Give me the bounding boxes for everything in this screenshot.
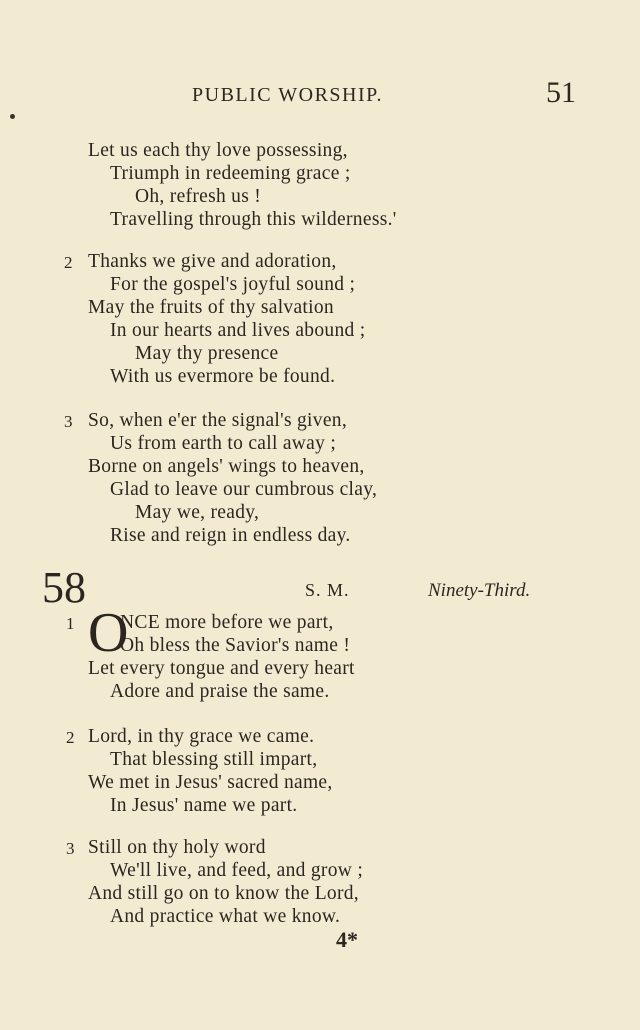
verse-line: May we, ready, xyxy=(135,502,260,523)
verse-line: Let us each thy love possessing, xyxy=(88,140,348,161)
stanza-number: 3 xyxy=(64,412,73,431)
verse-line: We met in Jesus' sacred name, xyxy=(88,772,333,793)
verse-line: Glad to leave our cumbrous clay, xyxy=(110,479,378,500)
verse-line: May thy presence xyxy=(135,343,279,364)
verse-line: NCE more before we part, xyxy=(120,612,334,633)
drop-capital: O xyxy=(88,602,129,664)
verse-line: Rise and reign in endless day. xyxy=(110,525,351,546)
verse-line: Still on thy holy word xyxy=(88,837,266,858)
hymn-number: 58 xyxy=(42,563,86,612)
verse-line: For the gospel's joyful sound ; xyxy=(110,274,356,295)
verse-line: That blessing still impart, xyxy=(110,749,318,770)
verse-line: Adore and praise the same. xyxy=(110,681,330,702)
verse-line: Thanks we give and adoration, xyxy=(88,251,337,272)
verse-line: Oh bless the Savior's name ! xyxy=(120,635,351,656)
stanza-number: 1 xyxy=(66,614,75,633)
hymn-meter: S. M. xyxy=(305,580,350,600)
stanza-number: 2 xyxy=(64,253,73,272)
verse-line: So, when e'er the signal's given, xyxy=(88,410,348,431)
stanza-number: 3 xyxy=(66,839,75,858)
verse-line: Us from earth to call away ; xyxy=(110,433,337,454)
verse-line: Triumph in redeeming grace ; xyxy=(110,163,351,184)
verse-line: Let every tongue and every heart xyxy=(88,658,355,679)
verse-line: Travelling through this wilderness.' xyxy=(110,209,397,230)
page-number: 51 xyxy=(546,76,576,109)
signature-mark: 4* xyxy=(336,927,358,952)
verse-line: Lord, in thy grace we came. xyxy=(88,726,315,747)
verse-line: We'll live, and feed, and grow ; xyxy=(110,860,364,881)
verse-line: In our hearts and lives abound ; xyxy=(110,320,366,341)
verse-line: And still go on to know the Lord, xyxy=(88,883,359,904)
verse-line: May the fruits of thy salvation xyxy=(88,297,334,318)
verse-line: Borne on angels' wings to heaven, xyxy=(88,456,365,477)
verse-line: And practice what we know. xyxy=(110,906,341,927)
tune-name: Ninety-Third. xyxy=(428,580,531,601)
running-header: PUBLIC WORSHIP. xyxy=(192,84,384,106)
verse-line: With us evermore be found. xyxy=(110,366,336,387)
verse-line: In Jesus' name we part. xyxy=(110,795,298,816)
verse-line: Oh, refresh us ! xyxy=(135,186,262,207)
stanza-number: 2 xyxy=(66,728,75,747)
ink-speck xyxy=(10,114,15,119)
